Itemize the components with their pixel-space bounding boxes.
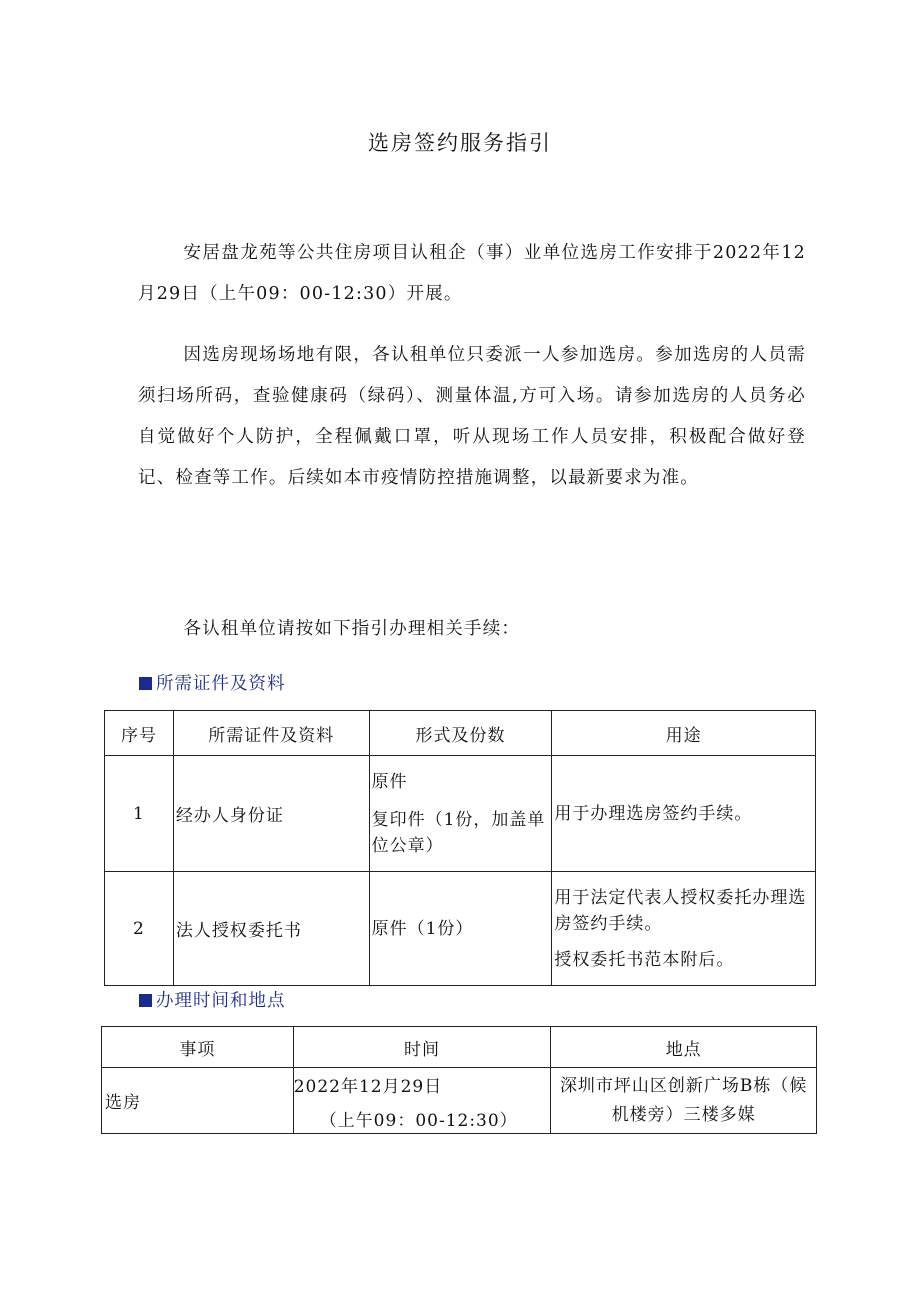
section-title: 办理时间和地点: [156, 991, 286, 1011]
form-line: 原件: [371, 771, 408, 792]
time-line: （上午09：00-12:30）: [319, 1111, 518, 1131]
header-cell: 时间: [293, 1027, 551, 1068]
paragraph-instructions: 因选房现场场地有限，各认租单位只委派一人参加选房。参加选房的人员需须扫场所码，查验健康码（绿码）、测量体温,方可入场。请参加选房的人员务必自觉做好个人防护，全程佩戴口罩，听从现场工作人员安排，积极配合做好登记、检查等工作。后续如本市疫情防控措施调整，以最新要求为准。: [138, 345, 806, 488]
document-form: [369, 872, 552, 986]
document-use: [552, 872, 816, 986]
place-text: 深圳市坪山区创新广场B栋（候机楼旁）三楼多媒: [559, 1075, 808, 1125]
table-row: [105, 872, 816, 986]
time-clip: [294, 1068, 551, 1132]
header-cell: 地点: [551, 1027, 817, 1068]
time-place-table: [101, 1026, 817, 1134]
header-cell: 形式及份数: [369, 711, 552, 756]
header-cell: 事项: [102, 1027, 294, 1068]
document-name: 经办人身份证: [173, 756, 369, 872]
table-header-row: [105, 711, 816, 756]
use-line: 用于办理选房签约手续。: [554, 803, 753, 824]
use-line: 授权委托书范本附后。: [554, 949, 735, 970]
table-header-row: [102, 1027, 817, 1068]
form-line: 复印件（1份，加盖单位公章）: [371, 809, 546, 856]
page-title: 选房签约服务指引: [368, 131, 552, 155]
square-bullet-icon: [139, 677, 152, 690]
header-cell: 用途: [552, 711, 816, 756]
table-row: [102, 1068, 817, 1134]
document-use: [552, 756, 816, 872]
section-heading-documents: [139, 670, 286, 695]
document-name: 法人授权委托书: [173, 872, 369, 986]
paragraph-schedule: 安居盘龙苑等公共住房项目认租企（事）业单位选房工作安排于2022年12月29日（上午09：00-12:30）开展。: [138, 243, 806, 304]
square-bullet-icon: [139, 994, 152, 1007]
time-line: 2022年12月29日: [293, 1077, 443, 1097]
section-heading-time-place: [139, 987, 286, 1012]
documents-table: [104, 710, 816, 986]
row-number: 2: [105, 872, 174, 986]
event-place: [551, 1068, 817, 1134]
document-form: [369, 756, 552, 872]
header-cell: 所需证件及资料: [173, 711, 369, 756]
section-title: 所需证件及资料: [156, 674, 286, 694]
form-line: 原件（1份）: [371, 918, 474, 939]
header-cell: 序号: [105, 711, 174, 756]
table-row: [105, 756, 816, 872]
paragraph-guide-intro: 各认租单位请按如下指引办理相关手续：: [183, 619, 521, 639]
event-item: 选房: [102, 1068, 294, 1134]
event-time: [293, 1068, 551, 1134]
row-number: 1: [105, 756, 174, 872]
use-line: 用于法定代表人授权委托办理选房签约手续。: [554, 887, 807, 934]
